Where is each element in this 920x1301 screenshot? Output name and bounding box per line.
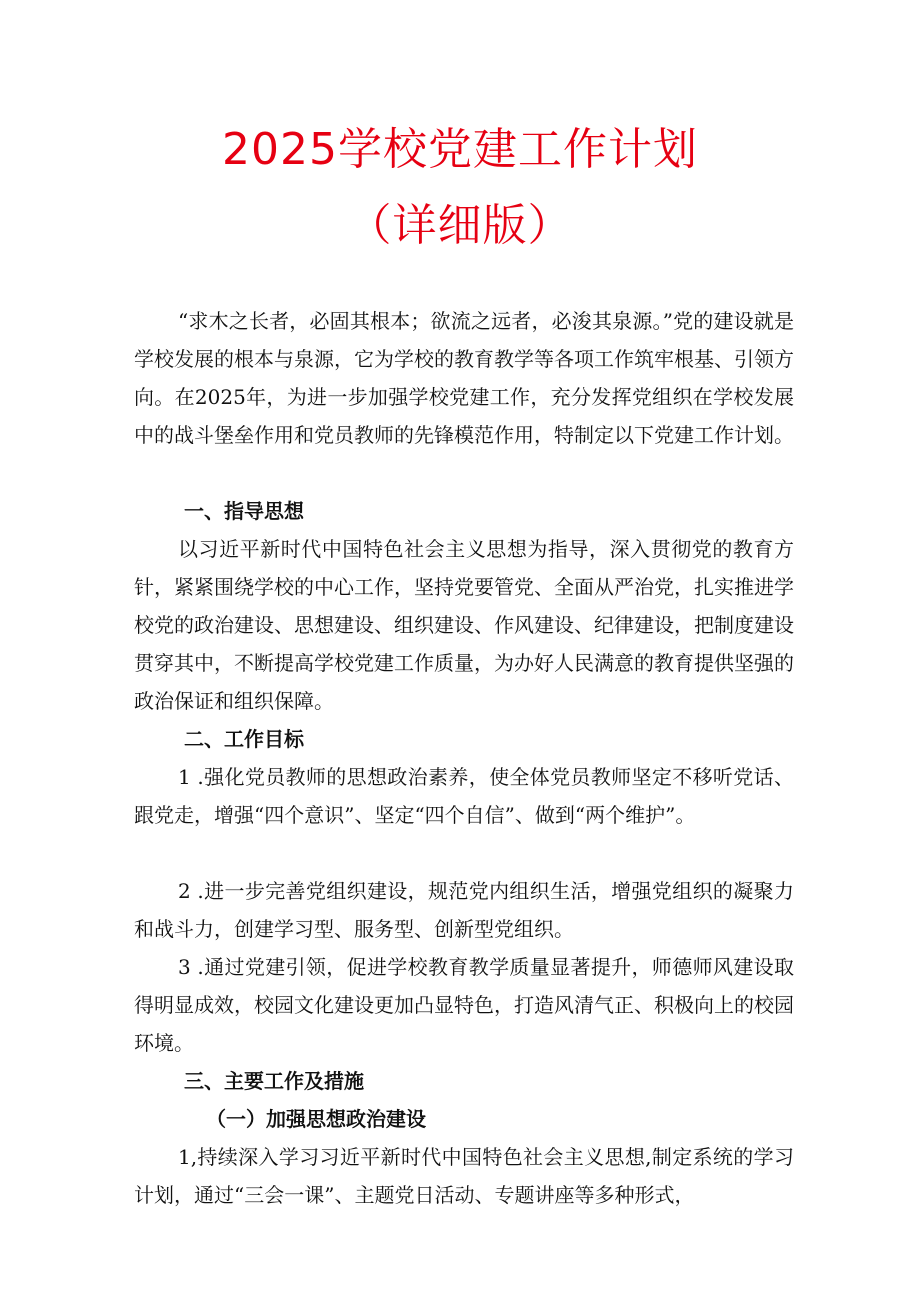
section-heading-guiding-ideology: 一、指导思想 [184,499,304,523]
subsection-heading-ideological-political: （一）加强思想政治建设 [206,1107,426,1131]
guiding-ideology-paragraph: 以习近平新时代中国特色社会主义思想为指导，深入贯彻党的教育方针，紧紧围绕学校的中心工作，坚持党要管党、全面从严治党，扎实推进学校党的政治建设、思想建设、组织建设、作风建设、纪律建设，把制度建设贯穿其中，不断提高学校党建工作质量，为办好人民满意的教育提供坚强的政治保证和组织保障。 [134,537,794,713]
section-heading-work-goals: 二、工作目标 [184,727,304,751]
document-title: 2025学校党建工作计划 [222,124,698,175]
document-body [134,302,794,1262]
document-subtitle: （详细版） [347,200,573,251]
goal-item-2: 2 .进一步完善党组织建设，规范党内组织生活，增强党组织的凝聚力和战斗力，创建学习型、服务型、创新型党组织。 [134,879,794,941]
intro-paragraph: “求木之长者，必固其根本；欲流之远者，必浚其泉源。”党的建设就是学校发展的根本与泉源，它为学校的教育教学等各项工作筑牢根基、引领方向。在2025年，为进一步加强学校党建工作，充分发挥党组织在学校发展中的战斗堡垒作用和党员教师的先锋模范作用，特制定以下党建工作计划。 [134,309,794,447]
work-item-1: 1,持续深入学习习近平新时代中国特色社会主义思想,制定系统的学习计划，通过“三会一课”、主题党日活动、专题讲座等多种形式， [134,1145,794,1207]
goal-item-3: 3 .通过党建引领，促进学校教育教学质量显著提升，师德师风建设取得明显成效，校园文化建设更加凸显特色，打造风清气正、积极向上的校园环境。 [134,955,794,1055]
goal-item-1: 1 .强化党员教师的思想政治素养，使全体党员教师坚定不移听党话、跟党走，增强“四个意识”、坚定“四个自信”、做到“两个维护”。 [134,765,794,827]
section-heading-main-work: 三、主要工作及措施 [184,1069,364,1093]
